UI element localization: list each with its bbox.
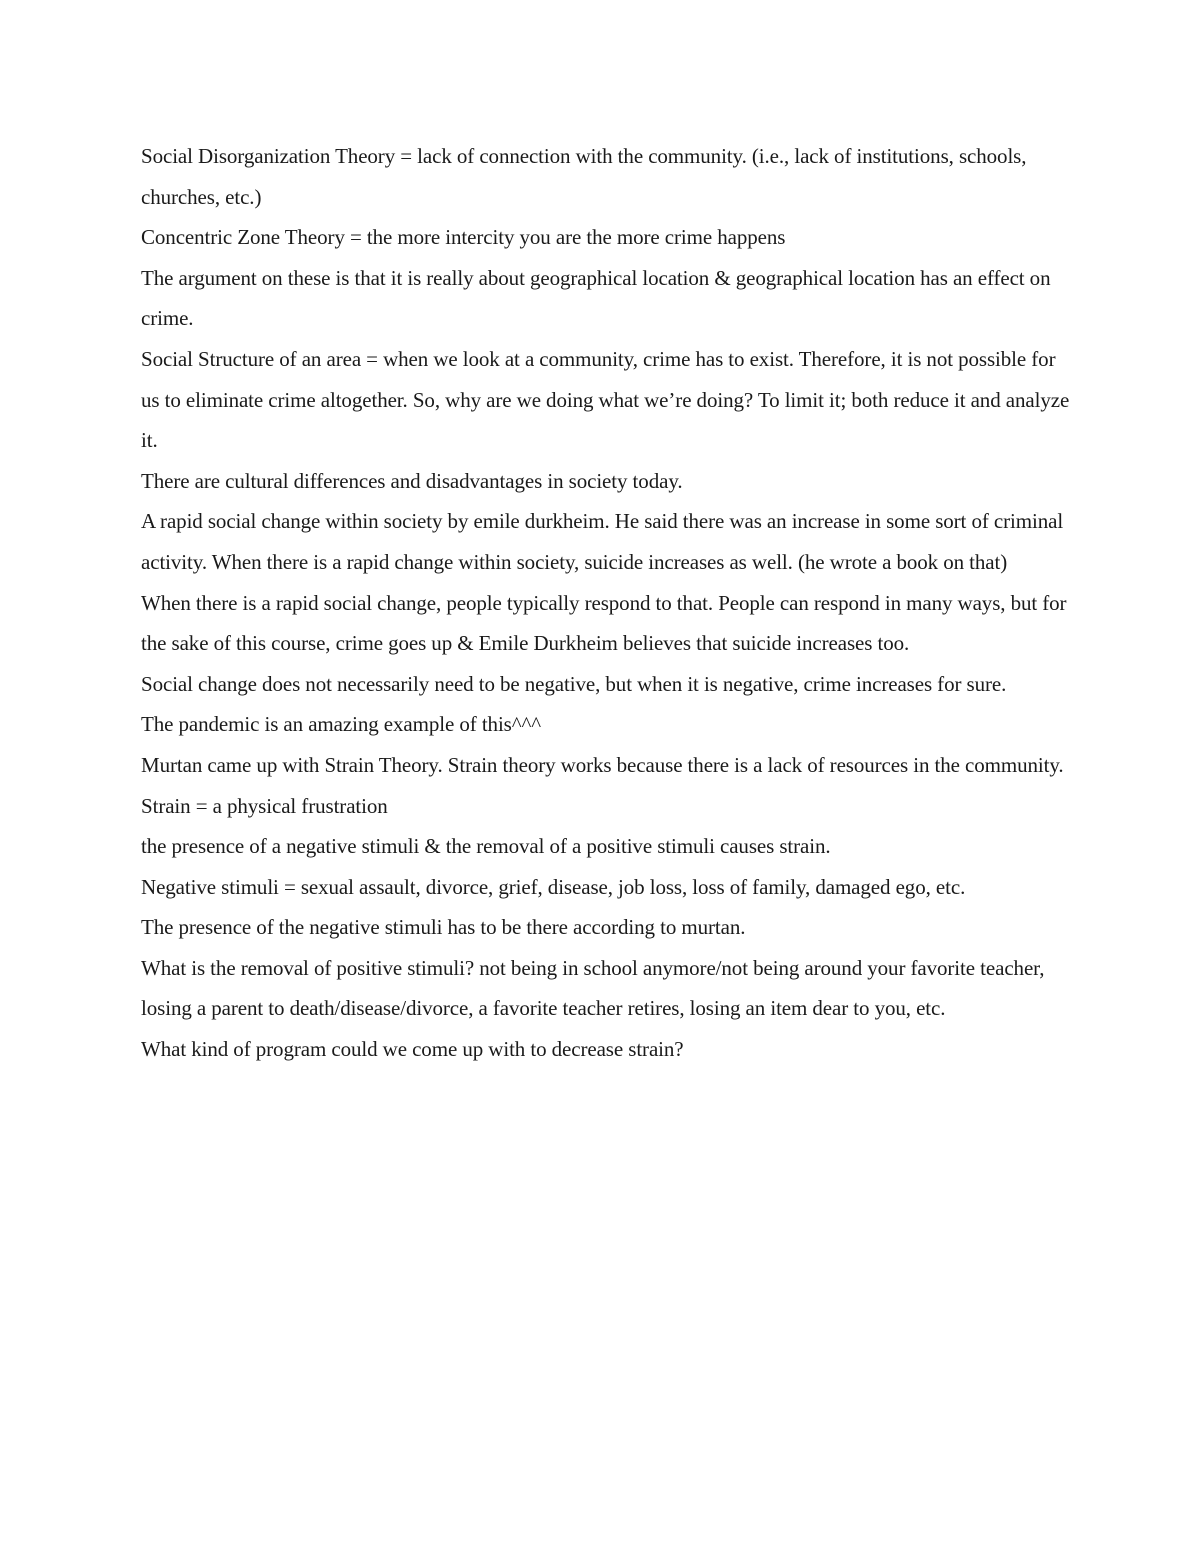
paragraph-presence-negative: The presence of the negative stimuli has to be there according to murtan.	[141, 915, 746, 940]
paragraph-social-structure: Social Structure of an area = when we look at a community, crime has to exist. Therefore, it is not possible for us to eliminate crime altogether. So, why are we doing what we’re doing? To limit it; both reduce it and analyze it.	[141, 346, 1070, 453]
paragraph-strain-theory: Murtan came up with Strain Theory. Strain theory works because there is a lack of resources in the community.	[141, 752, 1064, 777]
paragraph-negative-stimuli: Negative stimuli = sexual assault, divorce, grief, disease, job loss, loss of family, damaged ego, etc.	[141, 874, 966, 899]
document-body	[141, 136, 1071, 1070]
paragraph-cultural-differences: There are cultural differences and disadvantages in society today.	[141, 468, 683, 493]
paragraph-program-question: What kind of program could we come up with to decrease strain?	[141, 1037, 684, 1062]
paragraph-response-to-change: When there is a rapid social change, people typically respond to that. People can respond in many ways, but for the sake of this course, crime goes up & Emile Durkheim believes that suicide increases too.	[141, 590, 1067, 656]
paragraph-negative-change: Social change does not necessarily need to be negative, but when it is negative, crime increases for sure.	[141, 671, 1007, 696]
paragraph-strain-definition: Strain = a physical frustration	[141, 793, 388, 818]
paragraph-strain-causes: the presence of a negative stimuli & the removal of a positive stimuli causes strain.	[141, 834, 831, 859]
paragraph-pandemic-example: The pandemic is an amazing example of this^^^	[141, 712, 542, 737]
paragraph-geographical-argument: The argument on these is that it is really about geographical location & geographical location has an effect on crime.	[141, 265, 1051, 331]
paragraph-rapid-social-change: A rapid social change within society by emile durkheim. He said there was an increase in some sort of criminal activity. When there is a rapid change within society, suicide increases as well. (he wrote a book on that)	[141, 509, 1064, 574]
paragraph-concentric-zone: Concentric Zone Theory = the more intercity you are the more crime happens	[141, 225, 786, 250]
paragraph-removal-positive: What is the removal of positive stimuli? not being in school anymore/not being around your favorite teacher, losing a parent to death/disease/divorce, a favorite teacher retires, losing an item dear to you, etc.	[141, 955, 1045, 1021]
paragraph-social-disorganization: Social Disorganization Theory = lack of connection with the community. (i.e., lack of institutions, schools, churches, etc.)	[141, 144, 1027, 209]
